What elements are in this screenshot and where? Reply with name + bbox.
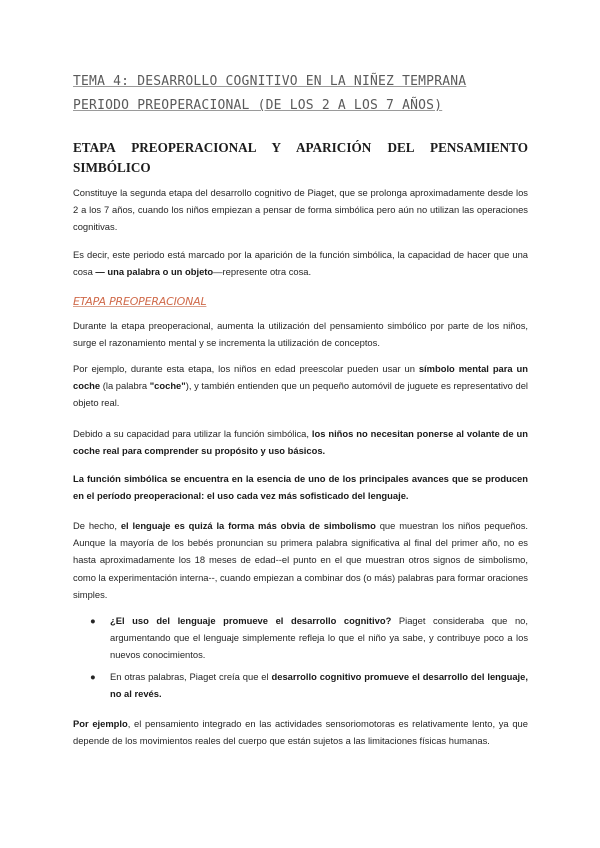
paragraph-example-car <box>73 360 528 412</box>
paragraph-text: , el pensamiento integrado en las actividades sensoriomotoras es relativamente lento, ya que depende de los movimientos reales del cuerpo que están sujetos a las limitaciones físicas humanas. <box>73 718 528 747</box>
bold-text: el lenguaje es quizá la forma más obvia de simbolismo <box>120 520 376 531</box>
paragraph-language-advance <box>73 470 528 504</box>
paragraph-preoperational: Durante la etapa preoperacional, aumenta la utilización del pensamiento simbólico por parte de los niños, surge el razonamiento mental y se incrementa la utilización de conceptos. <box>73 320 528 349</box>
paragraph-steering-wheel <box>73 425 528 459</box>
bold-text: símbolo mental para un coche <box>73 363 528 392</box>
topic-title: TEMA 4: DESARROLLO COGNITIVO EN LA NIÑEZ TEMPRANA <box>73 74 467 89</box>
section-heading-continued: SIMBÓLICO <box>73 160 151 175</box>
paragraph-text: De hecho, <box>73 520 121 531</box>
topic-subtitle: PERIODO PREOPERACIONAL (DE LOS 2 A LOS 7 AÑOS) <box>73 98 443 113</box>
list-item-text <box>110 612 528 664</box>
paragraph-text: ), y también entienden que un pequeño automóvil de juguete es representativo del objeto real. <box>73 380 528 409</box>
bullet-icon: ● <box>90 615 96 626</box>
bold-text: desarrollo cognitivo promueve el desarrollo del lenguaje, no al revés. <box>110 671 528 700</box>
paragraph-sensorimotor <box>73 715 528 749</box>
section-heading: ETAPA PREOPERACIONAL Y APARICIÓN DEL PENSAMIENTO <box>73 140 528 155</box>
bold-text: ¿El uso del lenguaje promueve el desarrollo cognitivo? <box>110 615 392 626</box>
paragraph-language-symbolism <box>73 517 528 603</box>
bold-text: los niños no necesitan ponerse al volante de un coche real para comprender su propósito y uso básicos. <box>73 428 528 457</box>
paragraph-text: En otras palabras, Piaget creía que el <box>110 671 272 682</box>
paragraph-text: que muestran los niños pequeños. Aunque la mayoría de los bebés pronuncian su primera palabra significativa al final del primer año, no es hasta aproximadamente los 18 meses de edad--el punto en el que muestran otros signos de simbolismo, como la experimentación interna--, cuando empiezan a combinar dos (o más) palabras para formar oraciones simples. <box>73 520 529 600</box>
paragraph-text: Piaget consideraba que no, argumentando que el lenguaje simplemente refleja lo que el niño ya sabe, y contribuye poco a los nuevos conocimientos. <box>110 615 528 661</box>
bold-text: La función simbólica se encuentra en la esencia de uno de los principales avances que se producen en el período preoperacional: el uso cada vez más sofisticado del lenguaje. <box>73 473 528 502</box>
paragraph-text: Es decir, este periodo está marcado por la aparición de la función simbólica, la capacidad de hacer que una cosa <box>73 249 528 278</box>
list-item-text <box>110 668 528 702</box>
paragraph-intro: Constituye la segunda etapa del desarrollo cognitivo de Piaget, que se prolonga aproximadamente desde los 2 a los 7 años, cuando los niños empiezan a pensar de forma simbólica pero aún no utilizan las operaciones cognitivas. <box>73 187 528 233</box>
bold-text: — una palabra o un objeto <box>95 266 214 278</box>
paragraph-text: Debido a su capacidad para utilizar la función simbólica, <box>73 428 312 439</box>
paragraph-symbolic-function <box>73 246 528 280</box>
paragraph-text: Por ejemplo, durante esta etapa, los niños en edad preescolar pueden usar un <box>73 363 419 374</box>
paragraph-text: (la palabra <box>100 380 150 392</box>
bullet-icon: ● <box>90 671 96 682</box>
subheading: ETAPA PREOPERACIONAL <box>73 295 207 308</box>
bold-text: Por ejemplo <box>73 718 128 729</box>
bold-text: "coche" <box>149 380 186 392</box>
paragraph-text: —represente otra cosa. <box>213 266 312 278</box>
